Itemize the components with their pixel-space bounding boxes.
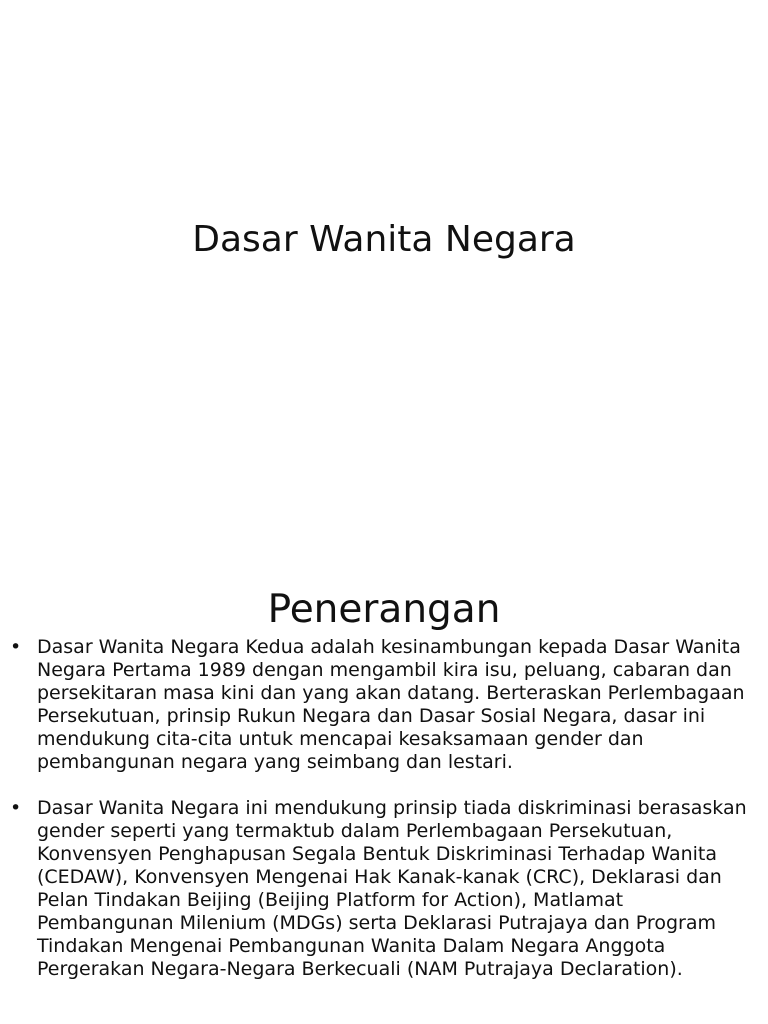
bullet-item (10, 797, 754, 981)
bullet-text: Dasar Wanita Negara Kedua adalah kesinambungan kepada Dasar Wanita Negara Pertama 1989 dengan mengambil kira isu, peluang, cabaran dan persekitaran masa kini dan yang akan datang. Berteraskan Perlembagaan Persekutuan, prinsip Rukun Negara dan Dasar Sosial Negara, dasar ini mendukung cita-cita untuk mencapai kesaksamaan gender dan pembangunan negara yang seimbang dan lestari. (37, 636, 745, 773)
bullet-marker: • (10, 636, 22, 658)
bullet-marker: • (10, 797, 22, 819)
bullet-item (10, 636, 754, 774)
slide-1-title: Dasar Wanita Negara (192, 219, 576, 260)
slide-2-title: Penerangan (267, 587, 501, 632)
slide-2 (0, 576, 768, 1024)
bullet-list (10, 636, 754, 1004)
bullet-text: Dasar Wanita Negara ini mendukung prinsip tiada diskriminasi berasaskan gender seperti yang termaktub dalam Perlembagaan Persekutuan, Konvensyen Penghapusan Segala Bentuk Diskriminasi Terhadap Wanita (CEDAW), Konvensyen Mengenai Hak Kanak-kanak (CRC), Deklarasi dan Pelan Tindakan Beijing (Beijing Platform for Action), Matlamat Pembangunan Milenium (MDGs) serta Deklarasi Putrajaya dan Program Tindakan Mengenai Pembangunan Wanita Dalam Negara Anggota Pergerakan Negara-Negara Berkecuali (NAM Putrajaya Declaration). (37, 797, 747, 980)
